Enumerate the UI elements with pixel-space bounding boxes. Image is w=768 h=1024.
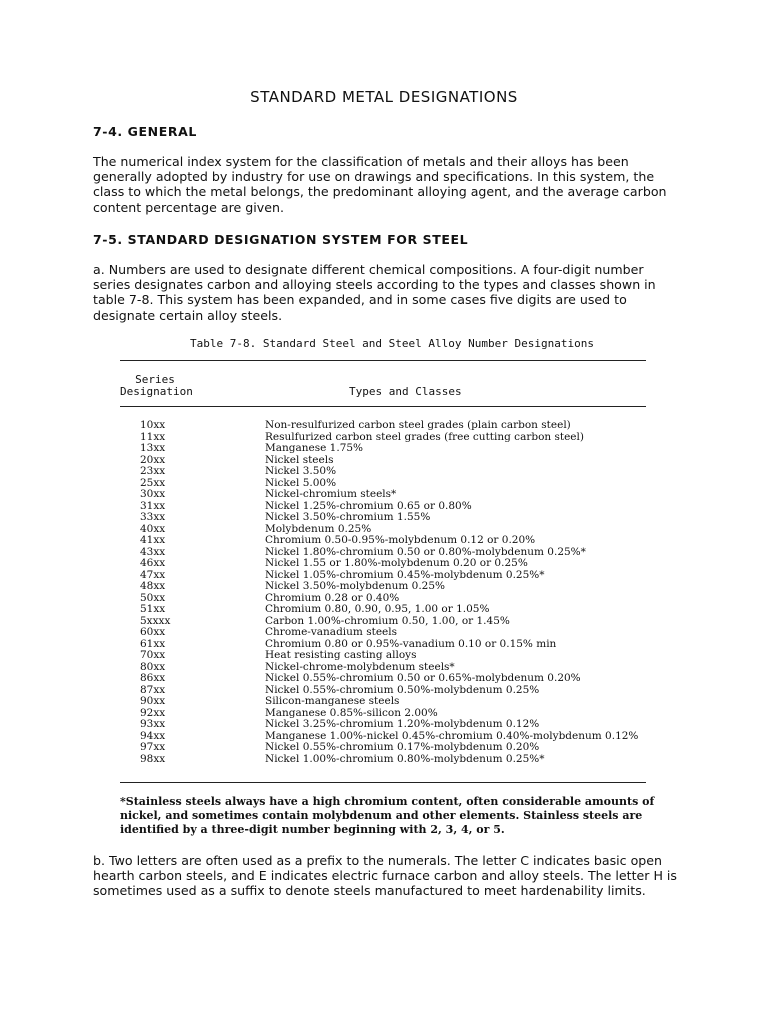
type-description: Chromium 0.28 or 0.40% xyxy=(265,591,400,604)
series-code: 10xx xyxy=(140,419,166,431)
paragraph-b: b. Two letters are often used as a prefix to the numerals. The letter C indicates basic open hearth carbon steels, and E indicates electric furnace carbon and alloy steels. The letter H is sometimes used as a suffix to denote steels manufactured to meet hardenability limits. xyxy=(93,853,677,899)
type-description: Nickel 3.50%-molybdenum 0.25% xyxy=(265,580,446,592)
type-description: Manganese 0.85%-silicon 2.00% xyxy=(265,706,438,719)
type-description: Manganese 1.00%-nickel 0.45%-chromium 0.40%-molybdenum 0.12% xyxy=(265,729,639,742)
table-row xyxy=(0,754,768,766)
series-code: 60xx xyxy=(140,626,166,638)
table-row xyxy=(0,535,768,547)
type-description: Nickel-chrome-molybdenum steels* xyxy=(265,660,455,673)
series-code: 90xx xyxy=(140,695,166,707)
series-code: 20xx xyxy=(140,453,166,466)
series-code: 5xxxx xyxy=(140,614,171,627)
table-row xyxy=(0,696,768,708)
type-description: Non-resulfurized carbon steel grades (plain carbon steel) xyxy=(265,419,571,431)
series-code: 80xx xyxy=(140,660,166,673)
series-code: 97xx xyxy=(140,741,166,753)
table-row xyxy=(0,455,768,467)
table-row xyxy=(0,719,768,731)
series-code: 61xx xyxy=(140,637,166,650)
type-description: Manganese 1.75% xyxy=(265,442,364,454)
type-description: Heat resisting casting alloys xyxy=(265,649,417,661)
type-description: Nickel 0.55%-chromium 0.50%-molybdenum 0.25% xyxy=(265,683,540,696)
table-row xyxy=(0,673,768,685)
table-row xyxy=(0,650,768,662)
series-code: 13xx xyxy=(140,442,166,454)
series-code: 33xx xyxy=(140,511,166,523)
table-row xyxy=(0,627,768,639)
table-row xyxy=(0,558,768,570)
series-code: 25xx xyxy=(140,476,166,489)
general-paragraph: The numerical index system for the classification of metals and their alloys has been generally adopted by industry for use on drawings and specifications. In this system, the class to which the metal belongs, the predominant alloying agent, and the average carbon content percentage are given. xyxy=(93,154,667,215)
series-code: 87xx xyxy=(140,683,166,696)
series-code: 11xx xyxy=(140,430,166,443)
series-code: 94xx xyxy=(140,729,166,742)
type-description: Chromium 0.80, 0.90, 0.95, 1.00 or 1.05% xyxy=(265,603,490,615)
type-description: Nickel 1.25%-chromium 0.65 or 0.80% xyxy=(265,499,472,512)
type-description: Nickel 1.05%-chromium 0.45%-molybdenum 0.25%* xyxy=(265,568,545,581)
series-code: 50xx xyxy=(140,591,166,604)
section-heading-general: 7-4. GENERAL xyxy=(93,124,197,139)
series-code: 41xx xyxy=(140,534,166,546)
table-header-rule xyxy=(120,406,646,407)
table-footnote: *Stainless steels always have a high chromium content, often considerable amounts of nickel, and sometimes contain molybdenum and other elements. Stainless steels are identified by a three-digit number beginning with 2, 3, 4, or 5. xyxy=(120,795,655,836)
paragraph-a: a. Numbers are used to designate different chemical compositions. A four-digit number series designates carbon and alloying steels according to the types and classes shown in table 7-8. This system has been expanded, and in some cases five digits are used to designate certain alloy steels. xyxy=(93,262,656,323)
section-heading-steel: 7-5. STANDARD DESIGNATION SYSTEM FOR STEEL xyxy=(93,232,469,247)
table-row xyxy=(0,742,768,754)
type-description: Nickel 1.55 or 1.80%-molybdenum 0.20 or 0.25% xyxy=(265,557,528,569)
table-row xyxy=(0,420,768,432)
type-description: Nickel steels xyxy=(265,453,334,466)
type-description: Carbon 1.00%-chromium 0.50, 1.00, or 1.45% xyxy=(265,614,510,627)
page-title: STANDARD METAL DESIGNATIONS xyxy=(250,88,518,106)
type-description: Nickel 0.55%-chromium 0.17%-molybdenum 0.20% xyxy=(265,741,540,753)
series-code: 30xx xyxy=(140,488,166,500)
column-header-types: Types and Classes xyxy=(349,385,462,398)
table-row xyxy=(0,489,768,501)
series-code: 46xx xyxy=(140,557,166,569)
table-row xyxy=(0,432,768,444)
table-top-rule xyxy=(120,360,646,361)
table-caption: Table 7-8. Standard Steel and Steel Alloy Number Designations xyxy=(190,337,594,350)
type-description: Resulfurized carbon steel grades (free cutting carbon steel) xyxy=(265,430,584,443)
type-description: Nickel 0.55%-chromium 0.50 or 0.65%-molybdenum 0.20% xyxy=(265,672,581,684)
series-code: 51xx xyxy=(140,603,166,615)
type-description: Chromium 0.80 or 0.95%-vanadium 0.10 or 0.15% min xyxy=(265,637,557,650)
type-description: Nickel-chromium steels* xyxy=(265,488,397,500)
column-header-series: Series Designation xyxy=(120,373,193,398)
series-code: 23xx xyxy=(140,465,166,477)
table-row xyxy=(0,512,768,524)
table-body xyxy=(0,420,768,765)
series-code: 43xx xyxy=(140,545,166,558)
series-code: 40xx xyxy=(140,522,166,535)
table-bottom-rule xyxy=(120,782,646,783)
series-code: 31xx xyxy=(140,499,166,512)
series-code: 86xx xyxy=(140,672,166,684)
series-code: 48xx xyxy=(140,580,166,592)
series-code: 47xx xyxy=(140,568,166,581)
type-description: Nickel 3.25%-chromium 1.20%-molybdenum 0.12% xyxy=(265,718,540,730)
type-description: Nickel 1.80%-chromium 0.50 or 0.80%-molybdenum 0.25%* xyxy=(265,545,586,558)
table-row xyxy=(0,581,768,593)
type-description: Silicon-manganese steels xyxy=(265,695,400,707)
type-description: Nickel 3.50%-chromium 1.55% xyxy=(265,511,431,523)
table-row xyxy=(0,443,768,455)
type-description: Nickel 3.50% xyxy=(265,465,337,477)
type-description: Nickel 5.00% xyxy=(265,476,337,489)
table-row xyxy=(0,604,768,616)
table-row xyxy=(0,466,768,478)
series-code: 98xx xyxy=(140,752,166,765)
type-description: Chromium 0.50-0.95%-molybdenum 0.12 or 0.20% xyxy=(265,534,536,546)
type-description: Molybdenum 0.25% xyxy=(265,522,372,535)
type-description: Chrome-vanadium steels xyxy=(265,626,397,638)
series-code: 70xx xyxy=(140,649,166,661)
type-description: Nickel 1.00%-chromium 0.80%-molybdenum 0.25%* xyxy=(265,752,545,765)
series-code: 93xx xyxy=(140,718,166,730)
series-code: 92xx xyxy=(140,706,166,719)
